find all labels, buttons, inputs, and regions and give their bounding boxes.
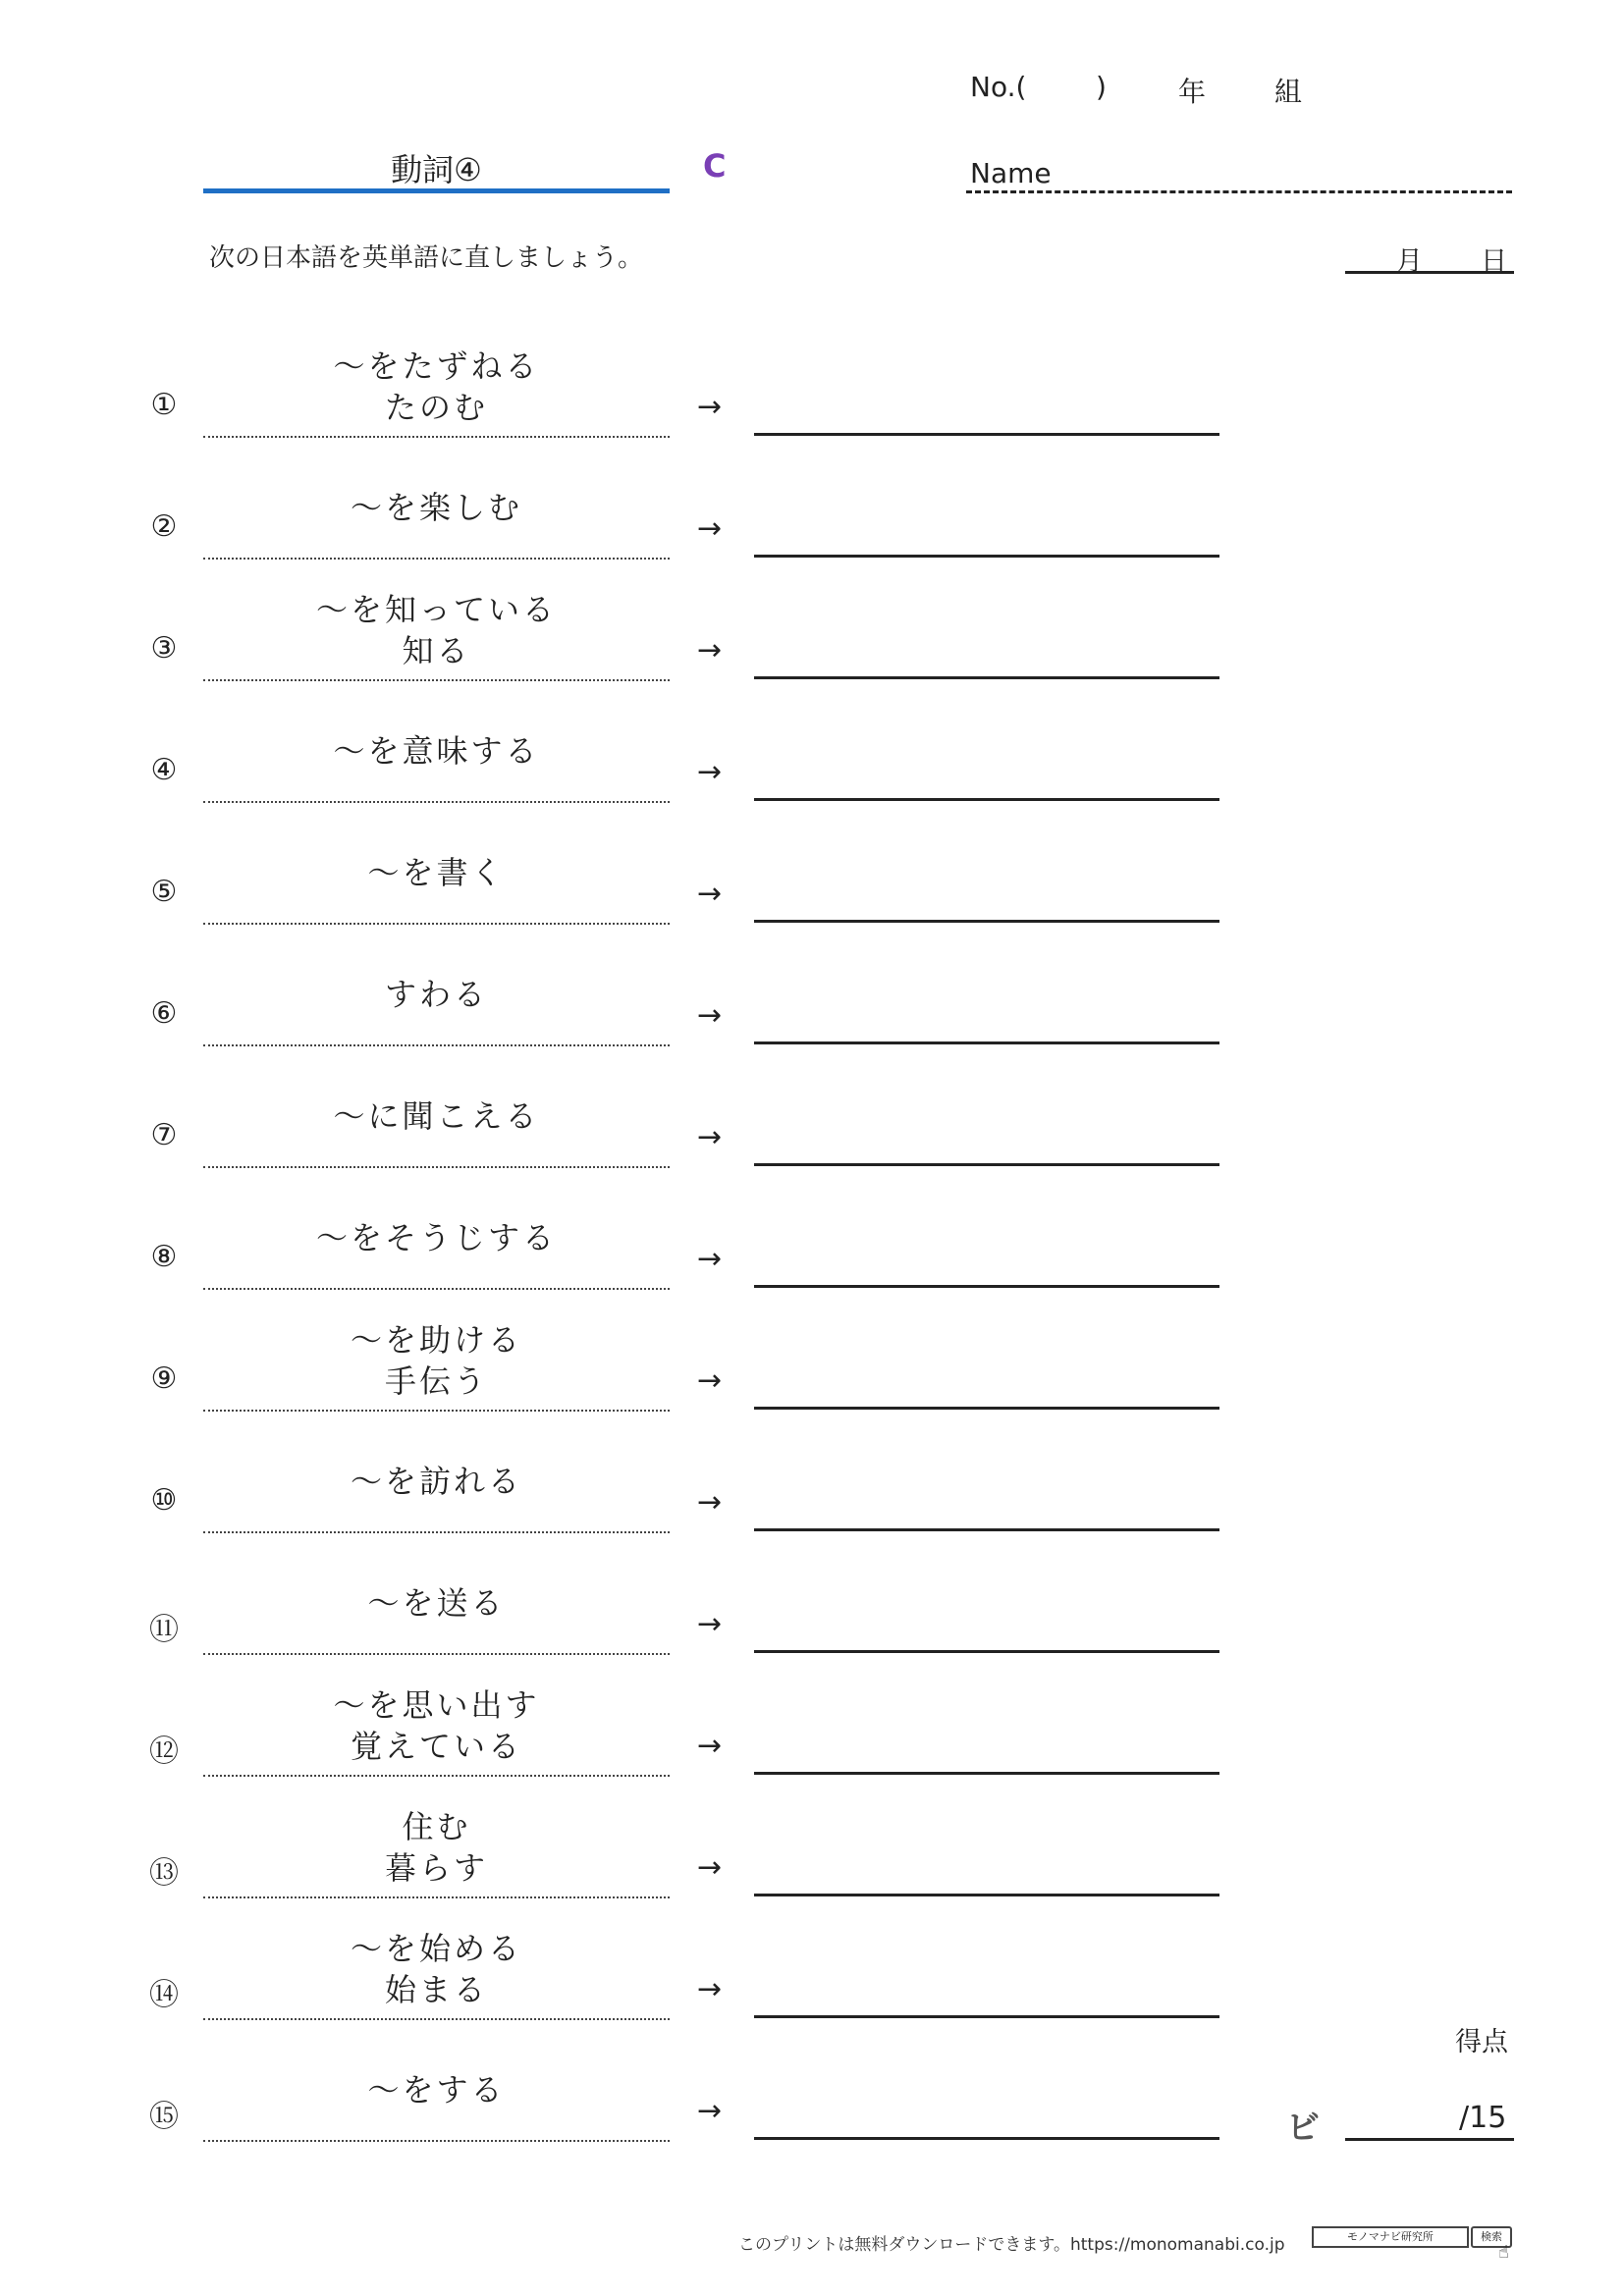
prompt-line: 暮らす <box>384 1849 488 1887</box>
prompt-line: ～を送る <box>367 1584 506 1622</box>
question-number: ⑬ <box>149 1856 179 1891</box>
question-prompt <box>203 1461 670 1502</box>
question-row <box>0 1531 1624 1653</box>
arrow-icon: → <box>697 877 723 911</box>
prompt-line: 手伝う <box>384 1362 488 1400</box>
question-prompt <box>203 1684 670 1767</box>
question-number: ⑪ <box>149 1613 179 1647</box>
question-row <box>0 436 1624 558</box>
question-number: ⑨ <box>150 1362 178 1396</box>
prompt-line: ～を訪れる <box>350 1463 522 1500</box>
prompt-line: 始まる <box>384 1971 488 2008</box>
name-label: Name <box>970 157 1052 189</box>
name-field[interactable] <box>966 190 1512 193</box>
question-number: ⑮ <box>149 2100 179 2134</box>
question-number: ④ <box>150 753 178 787</box>
score-field[interactable] <box>1345 2138 1514 2141</box>
prompt-line: ～をする <box>367 2071 506 2109</box>
question-number: ⑭ <box>149 1978 179 2012</box>
arrow-icon: → <box>697 1242 723 1276</box>
prompt-line: 知る <box>402 632 471 669</box>
question-number: ③ <box>150 631 178 666</box>
number-label: No.( <box>970 71 1027 103</box>
cursor-icon: ☝ <box>1498 2242 1509 2263</box>
question-number: ⑩ <box>150 1483 178 1518</box>
arrow-icon: → <box>697 633 723 667</box>
question-row <box>0 1044 1624 1166</box>
question-number: ② <box>150 509 178 544</box>
arrow-icon: → <box>697 1850 723 1885</box>
class-label: 組 <box>1274 76 1303 108</box>
question-row <box>0 1166 1624 1288</box>
question-row <box>0 1896 1624 2018</box>
prompt-line: ～を思い出す <box>333 1686 540 1724</box>
arrow-icon: → <box>697 2094 723 2128</box>
prompt-line: ～に聞こえる <box>333 1097 540 1135</box>
question-prompt <box>203 852 670 893</box>
question-prompt <box>203 487 670 528</box>
footer-text: このプリントは無料ダウンロードできます。https://monomanabi.co.jp <box>738 2235 1285 2255</box>
pin-icon: ビ <box>1286 2109 1320 2148</box>
prompt-line: ～を意味する <box>333 732 540 770</box>
question-number: ① <box>150 388 178 422</box>
prompt-line: ～を知っている <box>315 591 557 628</box>
arrow-icon: → <box>697 390 723 424</box>
arrow-icon: → <box>697 755 723 789</box>
footer-badge: モノマナビ研究所 <box>1312 2226 1469 2248</box>
arrow-icon: → <box>697 1972 723 2006</box>
question-prompt <box>203 1217 670 1258</box>
prompt-line: 住む <box>402 1808 471 1845</box>
prompt-line: すわる <box>384 976 488 1013</box>
arrow-icon: → <box>697 1363 723 1398</box>
answer-field[interactable] <box>754 2137 1219 2140</box>
instruction-text: 次の日本語を英単語に直しましょう。 <box>209 243 644 273</box>
prompt-line: ～をそうじする <box>315 1219 557 1256</box>
date-field[interactable] <box>1345 271 1514 274</box>
question-number: ⑦ <box>150 1118 178 1152</box>
level-badge: C <box>703 147 727 185</box>
question-prompt <box>203 1928 670 2010</box>
score-total: /15 <box>1459 2101 1507 2135</box>
question-prompt <box>203 2069 670 2110</box>
question-number: ⑫ <box>149 1735 179 1769</box>
prompt-line: ～を助ける <box>350 1321 522 1359</box>
question-prompt <box>203 730 670 772</box>
question-row <box>0 2018 1624 2140</box>
prompt-line: ～を始める <box>350 1930 522 1967</box>
arrow-icon: → <box>697 1729 723 1763</box>
question-prompt <box>203 1319 670 1402</box>
day-label: 日 <box>1481 246 1507 277</box>
question-prompt <box>203 1806 670 1889</box>
question-row <box>0 1288 1624 1410</box>
question-row <box>0 679 1624 801</box>
question-prompt <box>203 346 670 428</box>
question-prompt <box>203 589 670 671</box>
title-underline <box>203 188 670 193</box>
prompt-line: 覚えている <box>350 1728 522 1765</box>
question-row <box>0 1775 1624 1896</box>
question-prompt <box>203 974 670 1015</box>
search-button[interactable]: 検索 <box>1471 2226 1512 2248</box>
question-number: ⑤ <box>150 875 178 909</box>
year-label: 年 <box>1178 76 1207 108</box>
question-row <box>0 558 1624 679</box>
question-row <box>0 801 1624 923</box>
arrow-icon: → <box>697 511 723 546</box>
question-row <box>0 1410 1624 1531</box>
question-number: ⑥ <box>150 996 178 1031</box>
question-row <box>0 314 1624 436</box>
prompt-line: たのむ <box>384 389 488 426</box>
number-close: ) <box>1096 71 1107 103</box>
question-row <box>0 923 1624 1044</box>
arrow-icon: → <box>697 1607 723 1641</box>
question-number: ⑧ <box>150 1240 178 1274</box>
question-row <box>0 1653 1624 1775</box>
arrow-icon: → <box>697 1485 723 1520</box>
question-prompt <box>203 1582 670 1624</box>
score-label: 得点 <box>1455 2027 1508 2057</box>
prompt-line: ～を書く <box>367 854 506 891</box>
prompt-line: ～をたずねる <box>333 347 540 385</box>
question-prompt <box>203 1095 670 1137</box>
arrow-icon: → <box>697 998 723 1033</box>
month-label: 月 <box>1396 246 1423 277</box>
prompt-line: ～を楽しむ <box>350 489 522 526</box>
arrow-icon: → <box>697 1120 723 1154</box>
prompt-underline <box>203 2140 670 2142</box>
worksheet-title: 動詞④ <box>391 151 482 188</box>
